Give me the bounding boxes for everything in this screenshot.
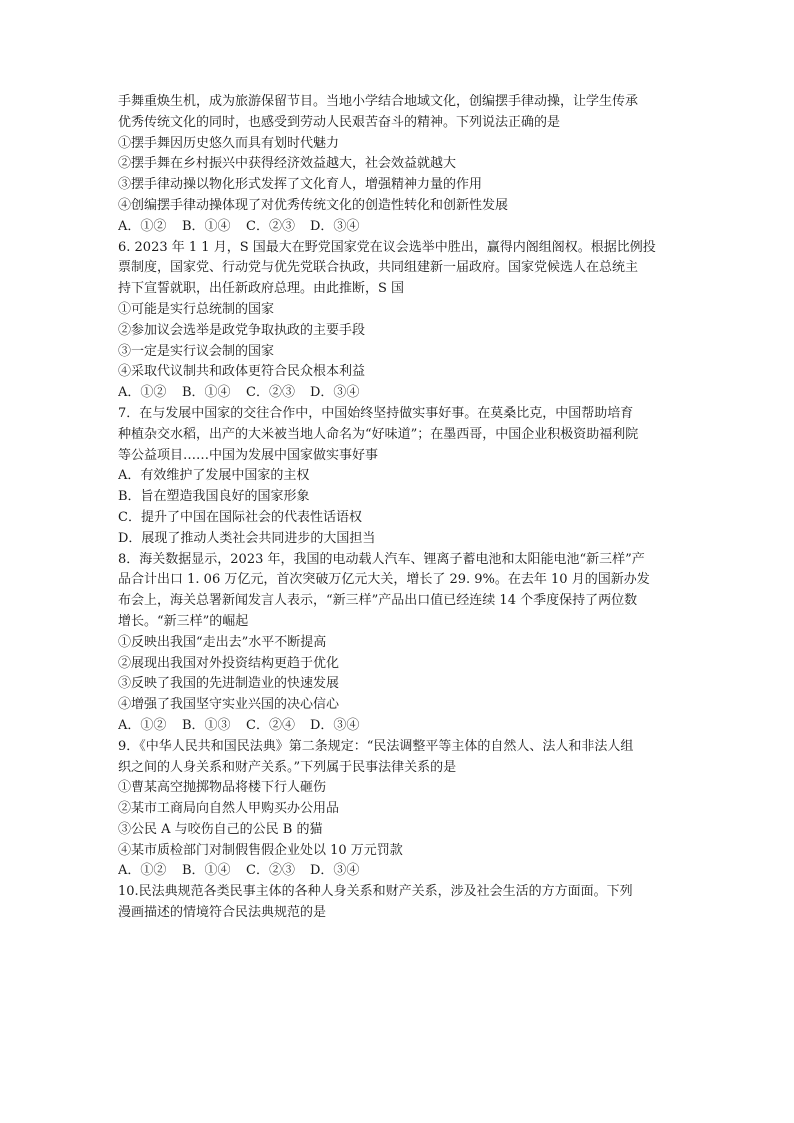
question-stem-line: 7．在与发展中国家的交往合作中，中国始终坚持做实事好事。在莫桑比克，中国帮助培育	[118, 405, 634, 421]
question-stem-line: 优秀传统文化的同时，也感受到劳动人民艰苦奋斗的精神。下列说法正确的是	[118, 114, 561, 130]
option-b: B．①④	[182, 863, 231, 879]
statement-item: ②参加议会选举是政党争取执政的主要手段	[118, 322, 366, 338]
option-d: D．③④	[310, 863, 360, 879]
answer-options	[118, 716, 688, 737]
question-stem-line: 10.民法典规范各类民事主体的各种人身关系和财产关系，涉及社会生活的方方面面。下列	[118, 884, 633, 900]
statement-item: ②摆手舞在乡村振兴中获得经济效益越大，社会效益就越大	[118, 156, 457, 172]
statement-item: ③摆手律动操以物化形式发挥了文化育人，增强精神力量的作用	[118, 177, 483, 193]
option-c: C．②③	[246, 385, 295, 401]
statement-item: ①摆手舞因历史悠久而具有划时代魅力	[118, 135, 340, 151]
option-a: A．①②	[118, 717, 167, 733]
question-stem-line: 8．海关数据显示，2023 年，我国的电动载人汽车、锂离子蓄电池和太阳能电池“新三样”产	[118, 551, 645, 567]
statement-item: ②某市工商局向自然人甲购买办公用品	[118, 801, 340, 817]
choice-item: C．提升了中国在国际社会的代表性话语权	[118, 509, 362, 525]
statement-item: ①可能是实行总统制的国家	[118, 301, 275, 317]
question-8	[118, 550, 688, 737]
question-6	[118, 238, 688, 404]
answer-options	[118, 383, 688, 404]
choice-item: A．有效维护了发展中国家的主权	[118, 468, 310, 484]
question-stem-line: 9．《中华人民共和国民法典》第二条规定：“民法调整平等主体的自然人、法人和非法人组	[118, 738, 634, 754]
statement-item: ④增强了我国坚守实业兴国的决心信心	[118, 697, 340, 713]
option-c: C．②③	[246, 218, 295, 234]
question-stem-line: 增长。“新三样”的崛起	[118, 613, 249, 629]
statement-item: ③反映了我国的先进制造业的快速发展	[118, 676, 340, 692]
question-5	[118, 92, 688, 238]
option-d: D．③④	[310, 385, 360, 401]
option-c: C．②④	[246, 717, 295, 733]
statement-item: ④某市质检部门对制假售假企业处以 10 万元罚款	[118, 842, 403, 858]
question-stem-line: 票制度，国家党、行动党与优先党联合执政，共同组建新一届政府。国家党候选人在总统主	[118, 260, 639, 276]
statement-item: ③公民 A 与咬伤自己的公民 B 的猫	[118, 821, 323, 837]
question-9	[118, 737, 688, 883]
choice-item: D．展现了推动人类社会共同进步的大国担当	[118, 530, 376, 546]
question-stem-line: 持下宣誓就职，出任新政府总理。由此推断，S 国	[118, 281, 405, 297]
question-stem-line: 织之间的人身关系和财产关系。”下列属于民事法律关系的是	[118, 759, 457, 775]
answer-options	[118, 217, 688, 238]
option-d: D．③④	[310, 218, 360, 234]
statement-item: ①反映出我国“走出去”水平不断提高	[118, 634, 327, 650]
exam-page	[118, 92, 688, 924]
question-stem-line: 6. 2023 年 1 1 月，S 国最大在野党国家党在议会选举中胜出，赢得内阁组阁权。根据比例投	[118, 239, 656, 255]
question-10	[118, 882, 688, 924]
question-stem-line: 等公益项目……中国为发展中国家做实事好事	[118, 447, 379, 463]
question-stem-line: 手舞重焕生机，成为旅游保留节目。当地小学结合地域文化，创编摆手律动操，让学生传承	[118, 94, 639, 109]
option-c: C．②③	[246, 863, 295, 879]
option-a: A．①②	[118, 863, 167, 879]
statement-item: ③一定是实行议会制的国家	[118, 343, 275, 359]
question-stem-line: 品合计出口 1. 06 万亿元，首次突破万亿元大关，增长了 29. 9%。在去年 10 月的国新办发	[118, 572, 650, 588]
option-b: B．①④	[182, 385, 231, 401]
option-a: A．①②	[118, 385, 167, 401]
question-stem-line: 漫画描述的情境符合民法典规范的是	[118, 905, 327, 921]
option-d: D．③④	[310, 717, 360, 733]
option-a: A．①②	[118, 218, 167, 234]
statement-item: ①曹某高空抛掷物品将楼下行人砸伤	[118, 780, 327, 796]
option-b: B．①④	[182, 218, 231, 234]
statement-item: ④创编摆手律动操体现了对优秀传统文化的创造性转化和创新性发展	[118, 197, 509, 213]
question-7	[118, 404, 688, 550]
question-stem-line: 布会上，海关总署新闻发言人表示，“新三样”产品出口值已经连续 14 个季度保持了两位数	[118, 593, 638, 609]
statement-item: ④采取代议制共和政体更符合民众根本利益	[118, 364, 366, 380]
statement-item: ②展现出我国对外投资结构更趋于优化	[118, 655, 340, 671]
choice-item: B．旨在塑造我国良好的国家形象	[118, 489, 310, 505]
option-b: B．①③	[182, 717, 231, 733]
answer-options	[118, 861, 688, 882]
question-stem-line: 种植杂交水稻，出产的大米被当地人命名为“好味道”；在墨西哥，中国企业积极资助福利院	[118, 426, 639, 442]
